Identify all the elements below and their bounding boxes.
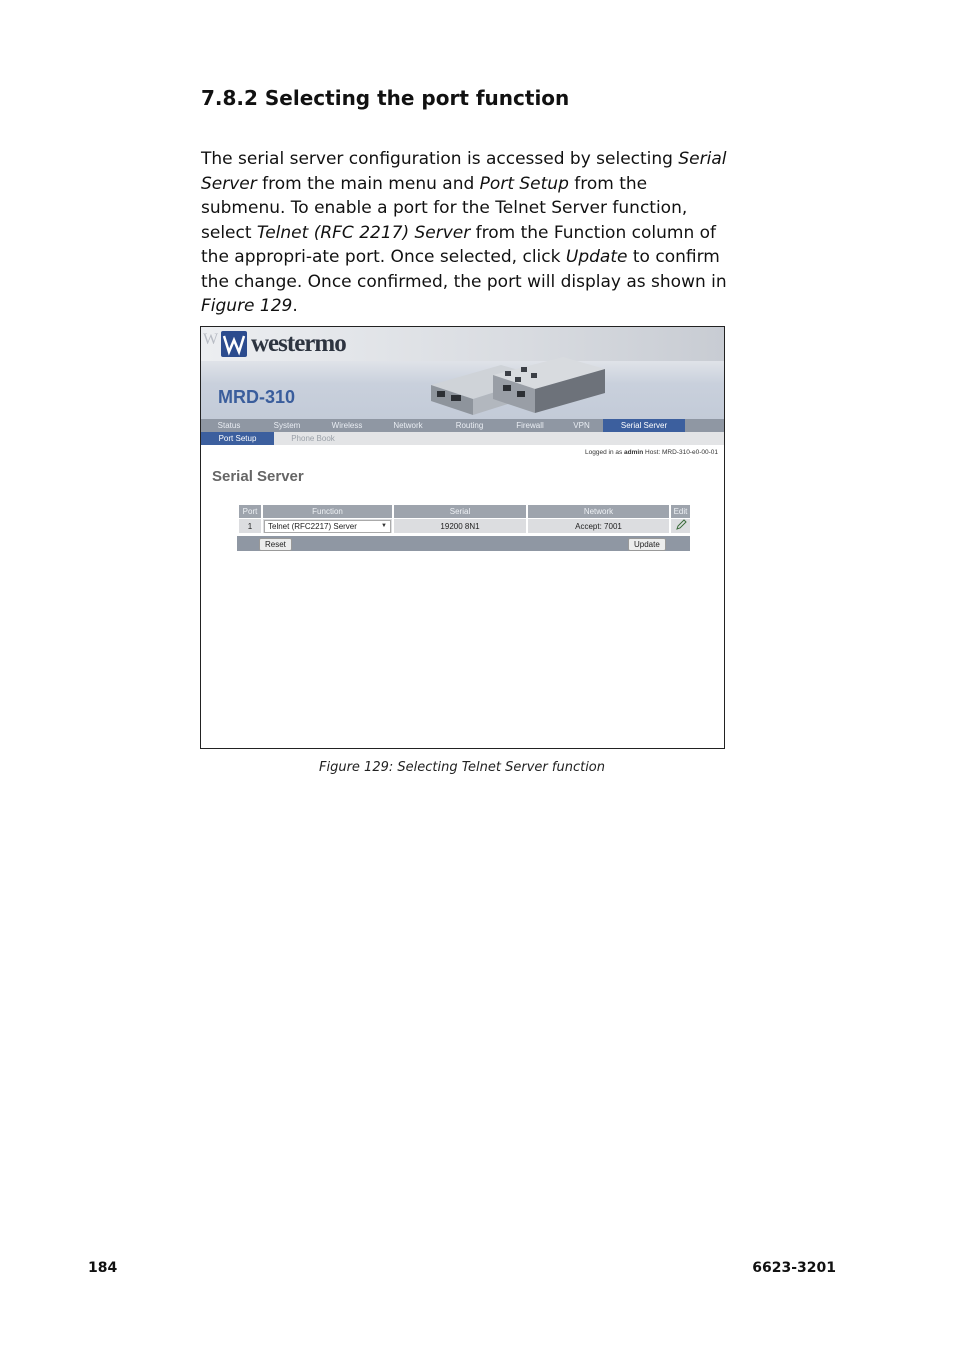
function-select-value: Telnet (RFC2217) Server <box>268 521 357 531</box>
logged-host: Host: MRD-310-e0-00-01 <box>645 449 718 456</box>
reset-button[interactable]: Reset <box>259 538 292 551</box>
paragraph-text: from the Function column of the appropri-ate port. Once selected, click <box>201 222 717 267</box>
logged-user: admin <box>624 449 644 456</box>
device-photo-icon <box>423 355 613 417</box>
faint-logo-icon: W <box>203 331 219 348</box>
section-heading: 7.8.2 Selecting the port function <box>201 86 570 110</box>
cell-network: Accept: 7001 <box>528 519 669 533</box>
emphasis-text: Update <box>565 247 628 267</box>
table-row <box>239 519 690 533</box>
emphasis-text: Port Setup <box>479 173 569 194</box>
cell-edit <box>671 519 690 533</box>
cell-function <box>263 519 392 533</box>
menu-item-status[interactable]: Status <box>217 421 241 430</box>
function-select[interactable] <box>264 520 391 533</box>
menu-item-firewall[interactable]: Firewall <box>516 421 544 430</box>
submenu-item-port-setup[interactable]: Port Setup <box>201 432 274 445</box>
login-status <box>585 449 718 456</box>
port-table <box>237 504 692 534</box>
body-paragraph <box>201 147 731 319</box>
cell-serial: 19200 8N1 <box>394 519 526 533</box>
emphasis-text: Serial Server <box>201 149 727 194</box>
chevron-down-icon: ▼ <box>381 523 387 529</box>
main-menu <box>201 419 724 432</box>
table-header-row <box>239 505 690 518</box>
menu-item-vpn[interactable]: VPN <box>573 421 590 430</box>
page-title: Serial Server <box>212 468 304 485</box>
update-button[interactable]: Update <box>628 538 666 551</box>
header-edit: Edit <box>671 505 690 518</box>
menu-item-routing[interactable]: Routing <box>455 421 484 430</box>
cell-port: 1 <box>239 519 261 533</box>
menu-item-serial-server[interactable]: Serial Server <box>603 419 685 432</box>
paragraph-text: from the submenu. To enable a port for the Telnet Server function, select <box>201 173 688 243</box>
emphasis-text: Telnet (RFC 2217) Server <box>256 222 471 243</box>
paragraph-text: to confirm the change. Once confirmed, the port will display as shown in <box>201 247 727 292</box>
figure-caption: Figure 129: Selecting Telnet Server function <box>319 760 605 775</box>
action-bar <box>237 536 690 551</box>
pencil-edit-icon[interactable] <box>675 519 687 531</box>
westermo-logo-icon <box>221 331 247 357</box>
header-network: Network <box>528 505 669 518</box>
paragraph-text: from the main menu and <box>256 173 480 194</box>
header-serial: Serial <box>394 505 526 518</box>
menu-item-wireless[interactable]: Wireless <box>331 421 363 430</box>
page-number: 184 <box>88 1260 118 1276</box>
submenu-item-phone-book[interactable]: Phone Book <box>291 434 335 443</box>
document-id: 6623-3201 <box>752 1260 836 1276</box>
paragraph-text: The serial server configuration is accessed by selecting <box>201 149 679 169</box>
logged-prefix: Logged in as <box>585 449 623 456</box>
menu-item-system[interactable]: System <box>273 421 301 430</box>
model-name: MRD-310 <box>218 387 296 407</box>
menu-item-network[interactable]: Network <box>393 421 423 430</box>
header-port: Port <box>239 505 261 518</box>
figure-screenshot <box>200 326 725 749</box>
header-banner <box>201 327 724 419</box>
logo-text: westermo <box>251 330 346 357</box>
emphasis-text: Figure 129 <box>201 296 293 316</box>
paragraph-text: . <box>292 296 298 316</box>
sub-menu <box>201 432 724 445</box>
header-function: Function <box>263 505 392 518</box>
